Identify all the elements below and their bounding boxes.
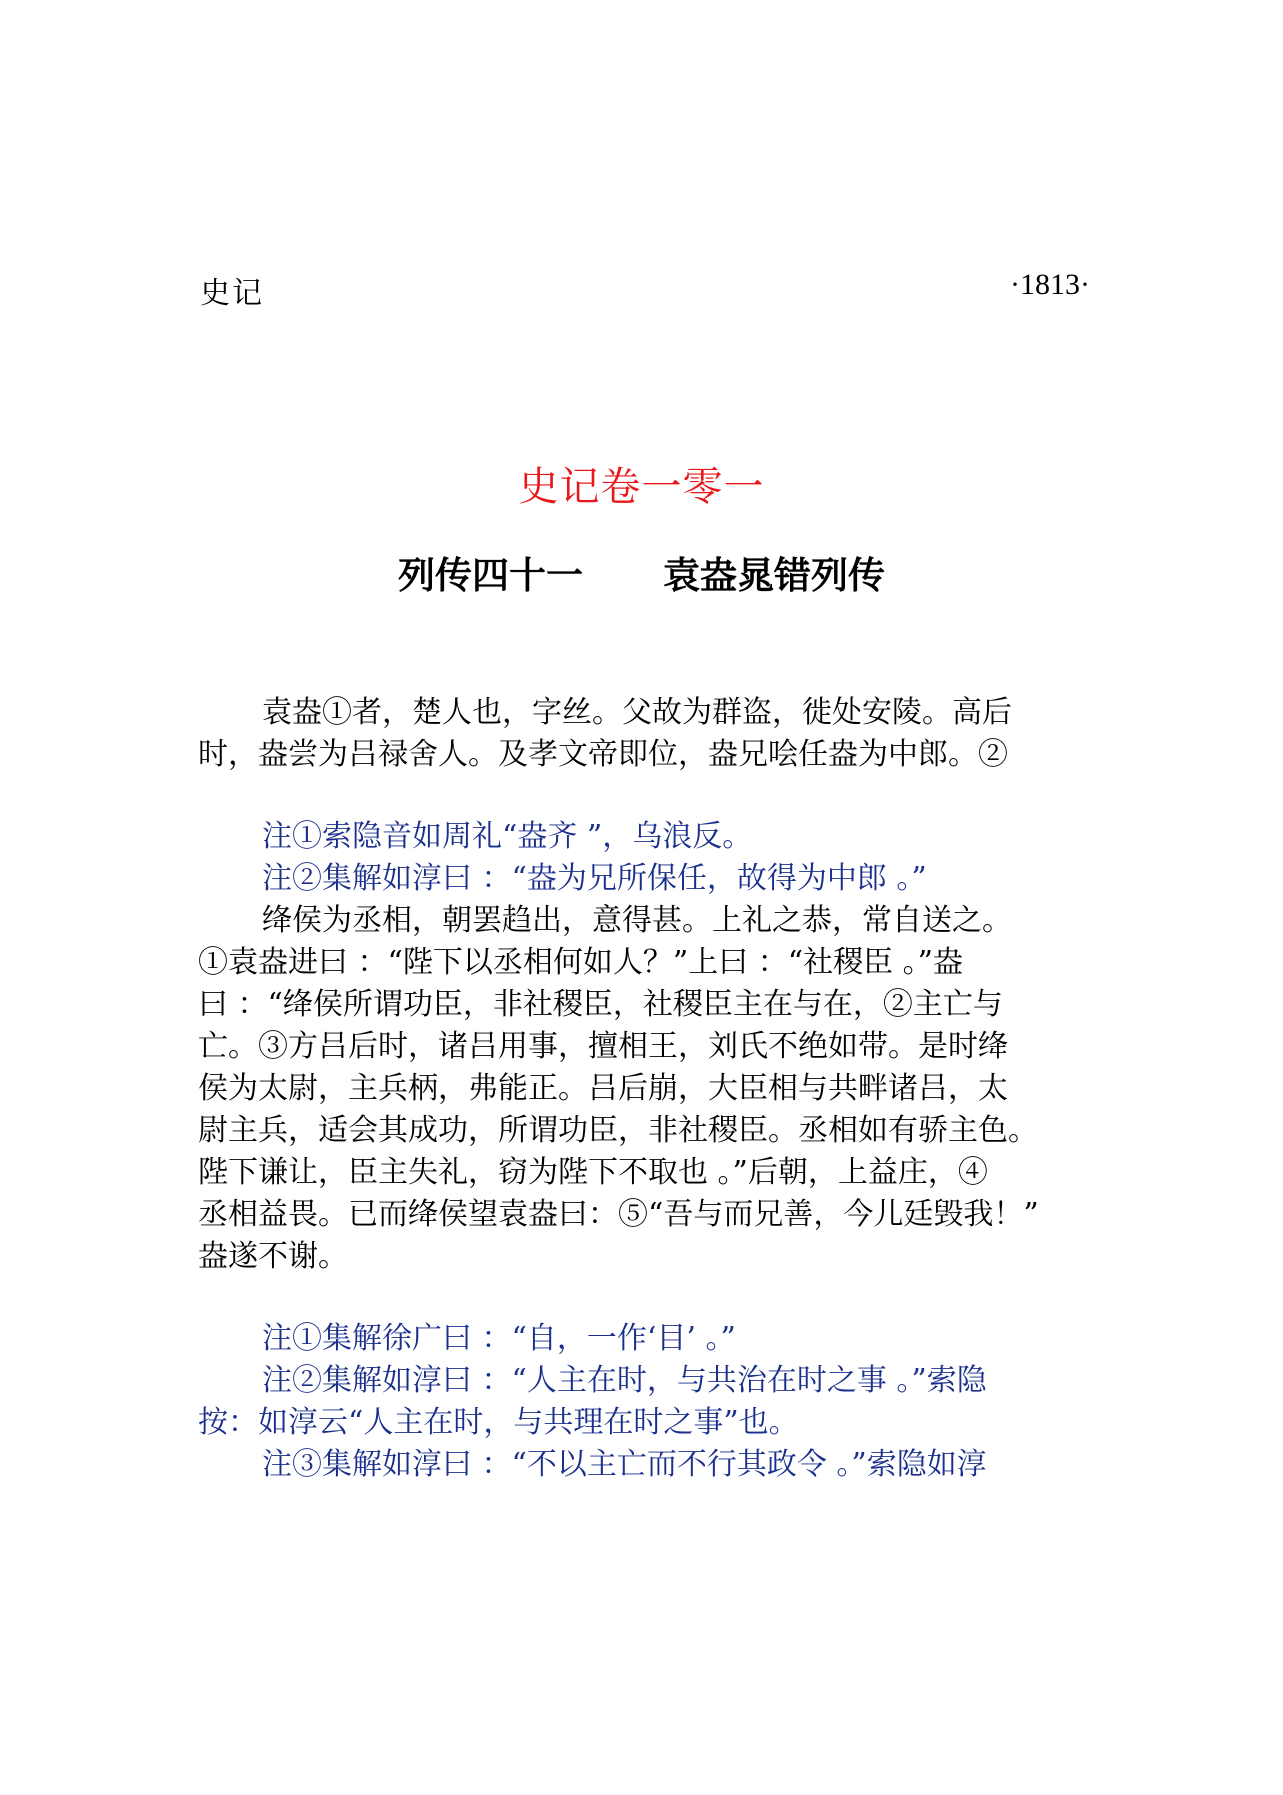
book-title-header: 史记 <box>200 276 264 311</box>
volume-title: 史记卷一零一 <box>518 464 765 510</box>
annotation-line: 按：如淳云“人主在时，与共理在时之事”也。 <box>198 1405 799 1440</box>
text-line: 尉主兵，适会其成功，所谓功臣，非社稷臣。丞相如有骄主色。 <box>198 1113 1038 1148</box>
chapter-name: 袁盎晁错列传 <box>663 554 885 597</box>
annotation-line: 注②集解如淳曰 ：“盎为兄所保任，故得为中郎 。” <box>262 861 927 896</box>
text-line: 亡。③方吕后时，诸吕用事，擅相王，刘氏不绝如带。是时绛 <box>198 1029 1008 1064</box>
text-line: 盎遂不谢。 <box>198 1239 348 1274</box>
text-line: 绛侯为丞相，朝罢趋出，意得甚。上礼之恭，常自送之。 <box>262 903 1012 938</box>
text-line: 陛下谦让，臣主失礼，窃为陛下不取也 。”后朝，上益庄，④ <box>198 1155 988 1190</box>
text-line: 曰 ：“绛侯所谓功臣，非社稷臣，社稷臣主在与在，②主亡与 <box>198 987 1003 1022</box>
annotation-line: 注①索隐音如周礼“盎齐 ”，乌浪反。 <box>262 819 753 854</box>
chapter-number: 列传四十一 <box>398 554 583 597</box>
text-line: 时，盎尝为吕禄舍人。及孝文帝即位，盎兄哙任盎为中郎。② <box>198 737 1008 772</box>
annotation-line: 注③集解如淳曰 ：“不以主亡而不行其政令 。”索隐如淳 <box>262 1447 987 1482</box>
chapter-title <box>0 545 1283 599</box>
text-line: 侯为太尉，主兵柄，弗能正。吕后崩，大臣相与共畔诸吕，太 <box>198 1071 1008 1106</box>
annotation-line: 注②集解如淳曰 ：“人主在时，与共治在时之事 。”索隐 <box>262 1363 987 1398</box>
text-line: ①袁盎进曰 ：“陛下以丞相何如人？”上曰 ：“社稷臣 。”盎 <box>198 945 963 980</box>
annotation-line: 注①集解徐广曰 ：“自，一作‘目’ 。” <box>262 1321 736 1356</box>
text-line: 袁盎①者，楚人也，字丝。父故为群盗，徙处安陵。高后 <box>262 695 1012 730</box>
page-number: ·1813· <box>1010 268 1090 301</box>
text-line: 丞相益畏。已而绛侯望袁盎曰：⑤“吾与而兄善，今儿廷毁我！” <box>198 1197 1039 1232</box>
